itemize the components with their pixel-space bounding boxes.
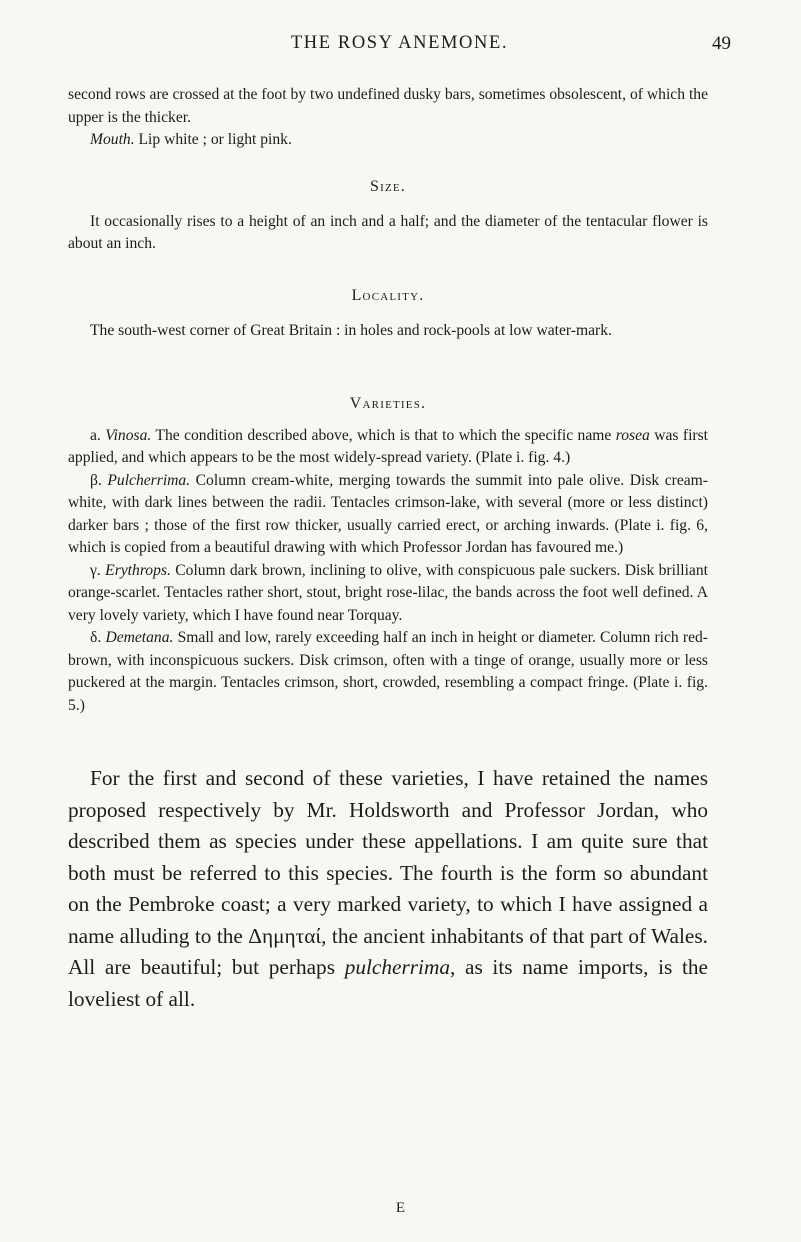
closing-text: For the first and second of these varieties, I have retained the names proposed respectively by Mr. Holdsworth and Professor Jordan, who described them as species under these appellations. I am quite sure that both must be referred to this species. The fourth is the form so abundant on the Pembroke coast; a very marked variety, to which I have assigned a name alluding to the <box>68 766 708 948</box>
variety-item <box>68 470 708 560</box>
varieties-section <box>68 393 708 717</box>
closing-section <box>68 763 708 1015</box>
size-paragraph: It occasionally rises to a height of an inch and a half; and the diameter of the tentacular flower is about an inch. <box>68 212 708 252</box>
variety-emphasis: rosea <box>615 426 650 444</box>
variety-letter: a. <box>90 426 101 444</box>
closing-text-continued: , the ancient inhabitants of that part of Wales. All are beautiful; but perhaps <box>68 923 708 979</box>
varieties-heading: Varieties. <box>349 395 427 412</box>
variety-name: Vinosa. <box>105 426 152 444</box>
locality-heading: Locality. <box>351 287 425 304</box>
variety-letter: β. <box>90 471 102 489</box>
variety-item <box>68 560 708 628</box>
variety-letter: δ. <box>90 629 102 646</box>
closing-emphasis: pulcherrima <box>344 955 450 979</box>
variety-text: Column dark brown, inclining to olive, with conspicuous pale suckers. Disk brilliant orange-scarlet. Tentacles rather short, stout, bright rose-lilac, the bands across the foot well defined. A very lovely variety, which I have found near Torquay. <box>68 561 708 624</box>
variety-item <box>68 425 708 470</box>
variety-text: The condition described above, which is that to which the specific name <box>151 426 616 444</box>
size-section <box>68 176 708 256</box>
mouth-label: Mouth. <box>90 131 135 148</box>
variety-name: Demetana. <box>105 629 174 646</box>
variety-name: Erythrops. <box>105 561 171 579</box>
variety-text-continued: was first applied, and which appears to be the most widely-spread variety. (Plate i. fig. 4.) <box>68 426 708 466</box>
page-number: 49 <box>712 33 731 54</box>
size-heading: Size. <box>370 178 406 195</box>
running-title: THE ROSY ANEMONE. <box>290 33 509 53</box>
variety-letter: γ. <box>90 561 101 579</box>
description-block <box>68 84 708 152</box>
intro-paragraph: second rows are crossed at the foot by two undefined dusky bars, sometimes obsolescent, of which the upper is the thicker. <box>68 86 708 126</box>
closing-text-end: , as its name imports, is the loveliest of all. <box>68 955 709 1011</box>
closing-paragraph <box>68 763 708 1015</box>
running-header <box>68 33 731 59</box>
variety-text: Column cream-white, merging towards the summit into pale olive. Disk cream-white, with dark lines between the radii. Tentacles crimson-lake, with several (more or less distinct) darker bars ; those of the first row thicker, usually carried erect, or arching inwards. (Plate i. fig. 6, which is copied from a beautiful drawing with which Professor Jordan has favoured me.) <box>68 471 708 556</box>
locality-paragraph: The south-west corner of Great Britain : in holes and rock-pools at low water-mark. <box>90 321 612 339</box>
variety-item <box>68 627 708 717</box>
greek-word: Δημηταί <box>248 923 322 948</box>
mouth-paragraph <box>68 129 708 152</box>
locality-section <box>68 285 708 342</box>
variety-text: Small and low, rarely exceeding half an inch in height or diameter. Column rich red-brown, with inconspicuous suckers. Disk crimson, often with a tinge of orange, usually more or less puckered at the margin. Tentacles crimson, short, crowded, resembling a compact fringe. (Plate i. fig. 5.) <box>68 629 708 714</box>
mouth-text: Lip white ; or light pink. <box>134 131 292 148</box>
signature-mark: E <box>395 1200 406 1216</box>
variety-name: Pulcherrima. <box>107 471 191 489</box>
